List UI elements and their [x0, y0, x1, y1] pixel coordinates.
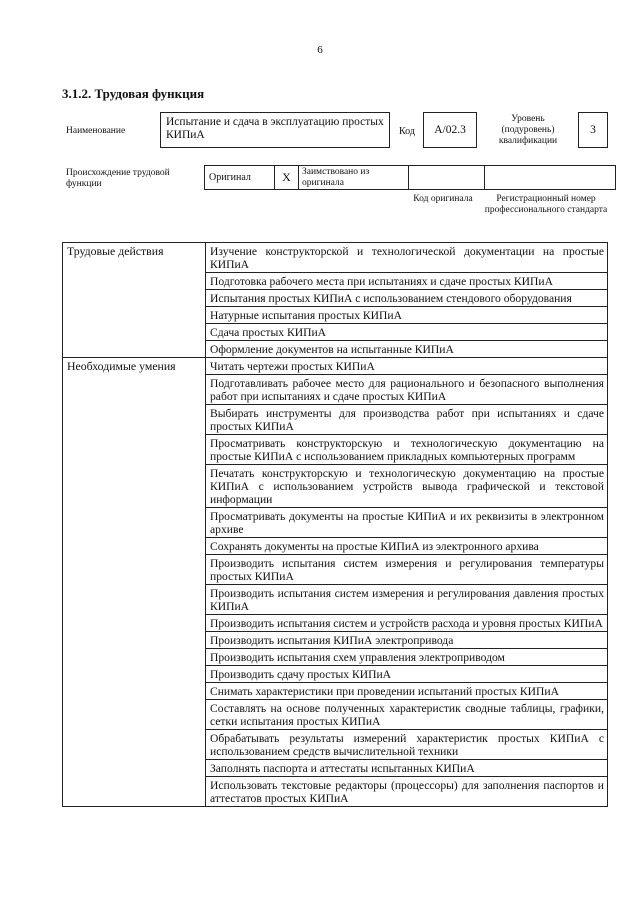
function-table — [62, 242, 608, 807]
section-item: Печатать конструкторскую и технологическую документацию на простые КИПиА с использованием устройств вывода графической и текстовой информации — [206, 465, 608, 508]
origin-row — [204, 165, 616, 190]
section-item: Подготавливать рабочее место для рационального и безопасного выполнения работ при испытаниях и сдаче простых КИПиА — [206, 375, 608, 405]
section-item: Снимать характеристики при проведении испытаний простых КИПиА — [206, 683, 608, 700]
section-title: 3.1.2. Трудовая функция — [62, 86, 205, 101]
origin-code-label: Код оригинала — [413, 194, 473, 204]
code-value: А/02.3 — [423, 112, 477, 148]
reg-number-label: Регистрационный номер профессионального стандарта — [484, 194, 608, 215]
origin-label: Происхождение трудовой функции — [66, 168, 170, 189]
section-item: Читать чертежи простых КИПиА — [206, 358, 608, 375]
table-row — [63, 243, 608, 273]
section-item: Производить испытания систем и устройств расхода и уровня простых КИПиА — [206, 615, 608, 632]
section-item: Оформление документов на испытанные КИПиА — [206, 341, 608, 358]
section-category: Необходимые умения — [63, 358, 206, 807]
section-item: Сохранять документы на простые КИПиА из электронного архива — [206, 538, 608, 555]
level-value: 3 — [578, 112, 608, 148]
original-label: Оригинал — [205, 166, 275, 189]
section-item: Производить испытания КИПиА электропривода — [206, 632, 608, 649]
section-item: Использовать текстовые редакторы (процессоры) для заполнения паспортов и аттестатов простых КИПиА — [206, 777, 608, 807]
section-item: Производить испытания систем измерения и регулирования температуры простых КИПиА — [206, 555, 608, 585]
section-item: Выбирать инструменты для производства работ при испытаниях и сдаче простых КИПиА — [206, 405, 608, 435]
origin-code-cell — [409, 166, 485, 189]
section-item: Производить испытания схем управления электроприводом — [206, 649, 608, 666]
section-item: Подготовка рабочего места при испытаниях и сдаче простых КИПиА — [206, 273, 608, 290]
function-table-body — [63, 243, 608, 807]
section-item: Испытания простых КИПиА с использованием стендового оборудования — [206, 290, 608, 307]
section-item: Заполнять паспорта и аттестаты испытанных КИПиА — [206, 760, 608, 777]
name-label: Наименование — [66, 126, 126, 136]
section-item: Обрабатывать результаты измерений характеристик простых КИПиА с использованием средств вычислительной техники — [206, 730, 608, 760]
section-category: Трудовые действия — [63, 243, 206, 358]
table-row — [63, 358, 608, 375]
section-item: Изучение конструкторской и технологической документации на простые КИПиА — [206, 243, 608, 273]
code-label: Код — [399, 126, 415, 137]
section-item: Составлять на основе полученных характеристик сводные таблицы, графики, сетки испытания простых КИПиА — [206, 700, 608, 730]
section-item: Натурные испытания простых КИПиА — [206, 307, 608, 324]
section-item: Просматривать конструкторскую и технологическую документацию на простые КИПиА с использованием прикладных компьютерных программ — [206, 435, 608, 465]
section-item: Сдача простых КИПиА — [206, 324, 608, 341]
page-number: 6 — [317, 44, 323, 56]
section-item: Просматривать документы на простые КИПиА и их реквизиты в электронном архиве — [206, 508, 608, 538]
section-item: Производить испытания систем измерения и регулирования давления простых КИПиА — [206, 585, 608, 615]
level-label: Уровень (подуровень) квалификации — [498, 114, 558, 146]
name-value: Испытание и сдача в эксплуатацию простых КИПиА — [160, 112, 390, 148]
original-mark: X — [275, 166, 299, 189]
borrowed-label: Заимствовано из оригинала — [299, 166, 409, 189]
section-item: Производить сдачу простых КИПиА — [206, 666, 608, 683]
reg-number-cell — [485, 166, 615, 189]
